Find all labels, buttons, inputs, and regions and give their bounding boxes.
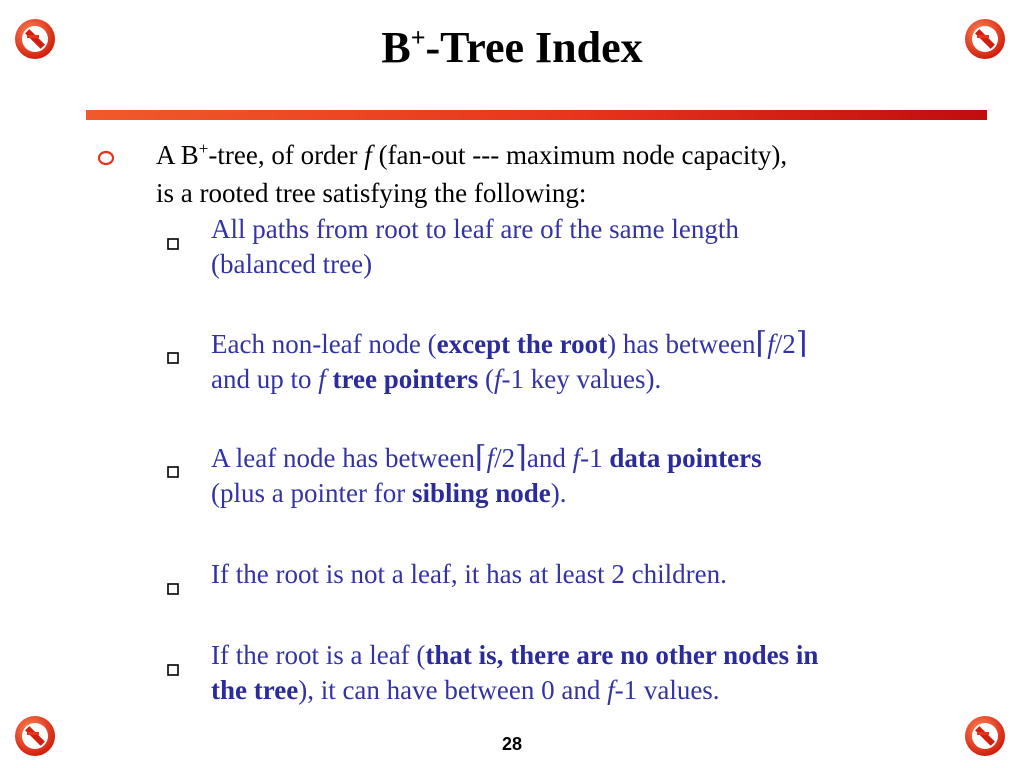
sub-bullet-text: A leaf node has between⌈f/2⌉and f-1 data pointers (plus a pointer for sibling node). [211, 441, 762, 508]
sub-bullet-text: All paths from root to leaf are of the same length (balanced tree) [211, 214, 739, 279]
main-bullet-text: A B+-tree, of order f (fan-out --- maximum node capacity), is a rooted tree satisfying the following: [156, 139, 788, 208]
sub-bullet-item [166, 440, 996, 511]
hollow-circle-bullet-icon [96, 144, 120, 168]
hollow-square-bullet-icon [166, 570, 180, 584]
main-bullet-item [96, 138, 986, 211]
hollow-square-bullet-icon [166, 339, 180, 353]
hollow-square-bullet-icon [166, 225, 180, 239]
sub-bullet-item [166, 557, 996, 592]
title-divider [86, 110, 987, 120]
sub-bullet-text: Each non-leaf node (except the root) has between⌈f/2⌉ and up to f tree pointers (f-1 key values). [211, 327, 808, 394]
page-number: 28 [501, 734, 523, 754]
sub-bullet-text: If the root is a leaf (that is, there are no other nodes in the tree), it can have between 0 and f-1 values. [211, 640, 819, 705]
sub-bullet-item [166, 326, 996, 397]
sub-bullet-item [166, 638, 996, 708]
hollow-square-bullet-icon [166, 453, 180, 467]
hollow-square-bullet-icon [166, 651, 180, 665]
sub-bullet-item [166, 212, 996, 282]
sub-bullet-text: If the root is not a leaf, it has at least 2 children. [211, 559, 727, 589]
slide-title: B+-Tree Index [381, 23, 643, 72]
